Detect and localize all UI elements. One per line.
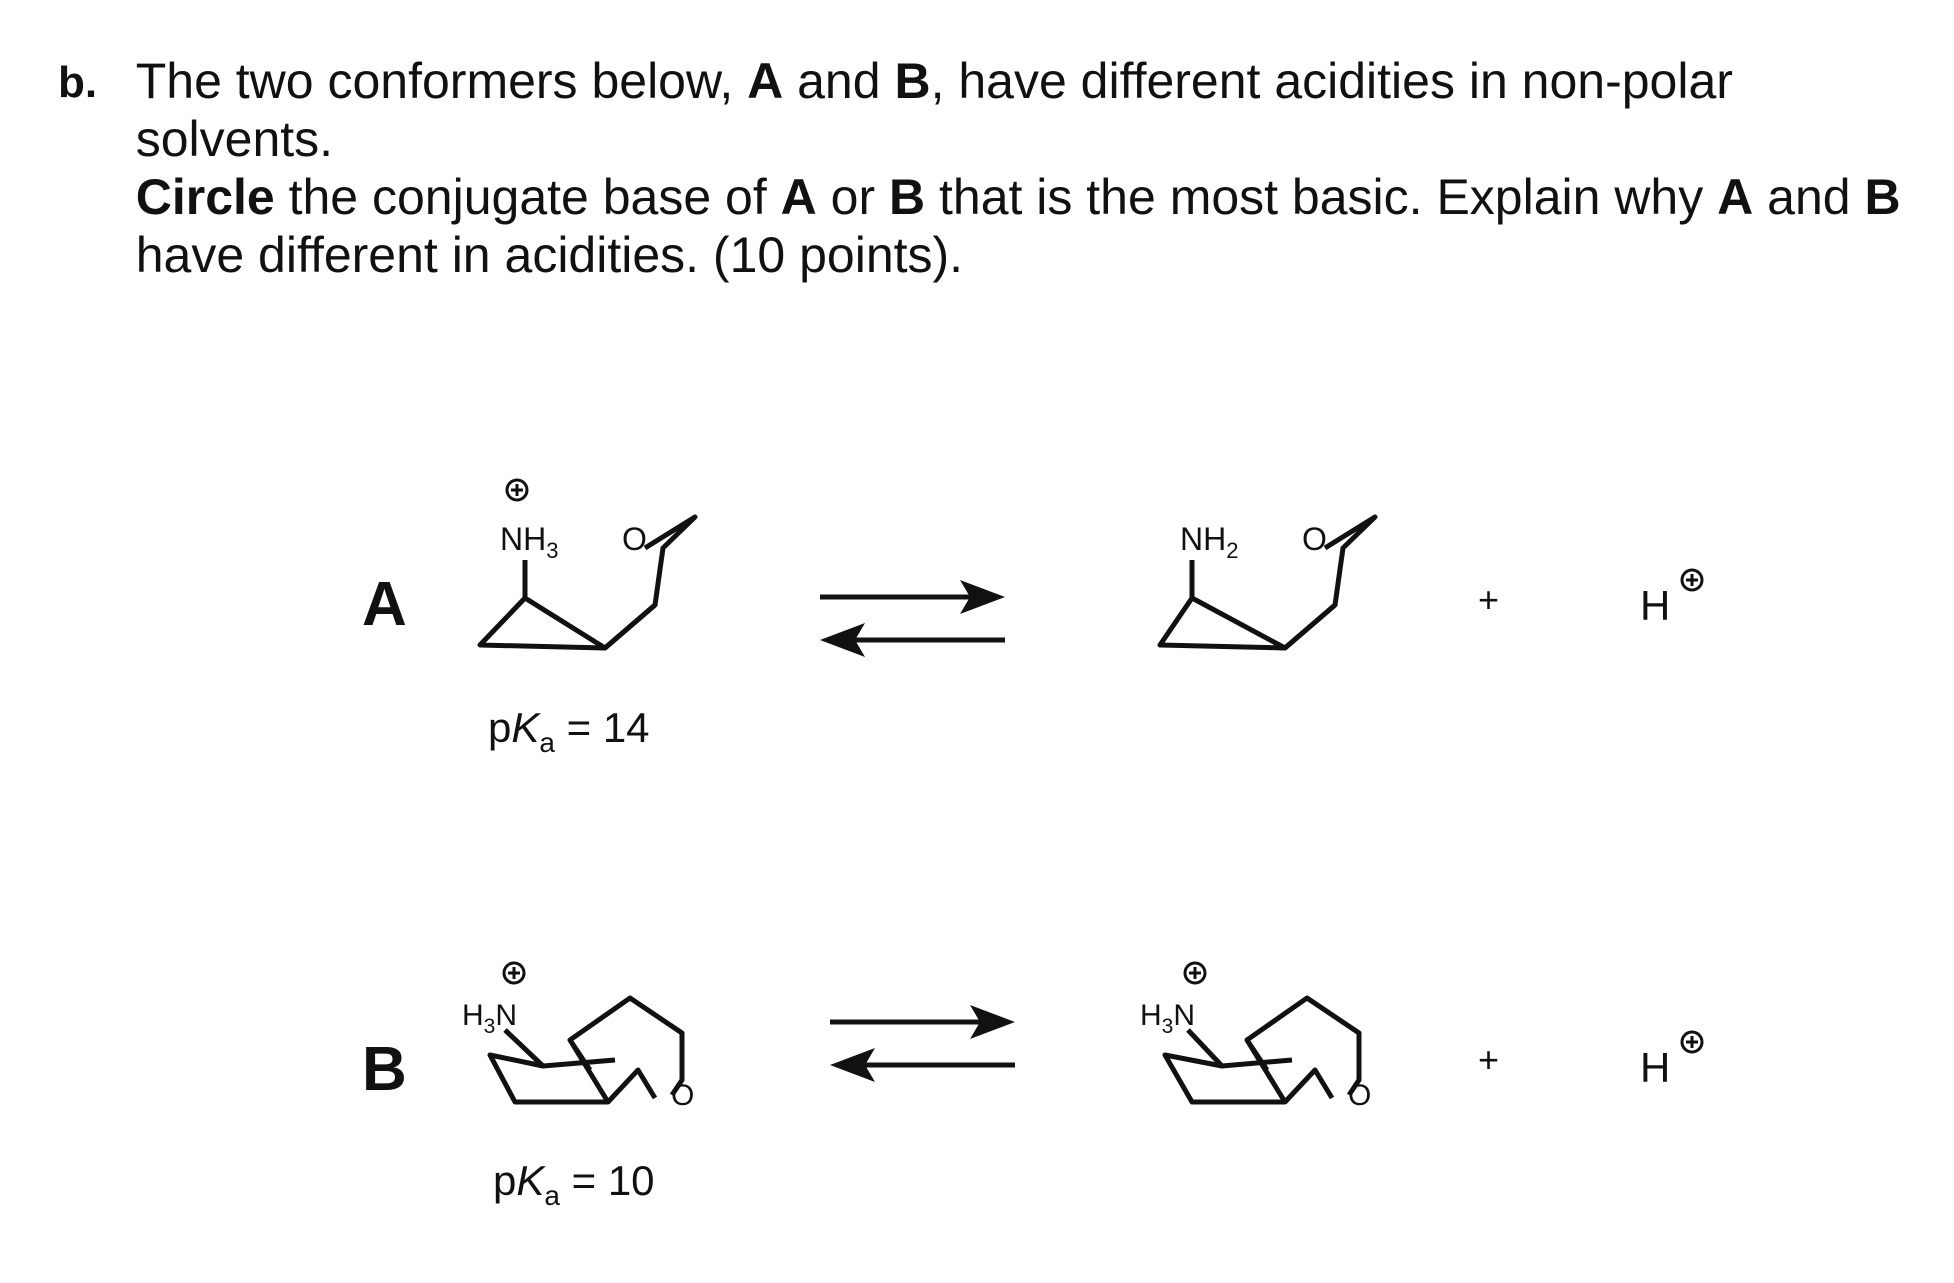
proton-label: H xyxy=(1640,1044,1671,1091)
amine-label: $NH_2$ xyxy=(1180,521,1239,563)
plus-sign-B: + xyxy=(1478,1039,1500,1080)
ammonium-label: $H_3N$ xyxy=(1140,999,1196,1038)
equilibrium-arrows-A xyxy=(820,580,1005,657)
ring-oxygen-label: O xyxy=(1302,521,1327,557)
pka-A: $pK_a = 14$ xyxy=(488,704,650,758)
equilibrium-arrows-B xyxy=(830,1005,1015,1082)
ring-bond xyxy=(1285,605,1335,648)
positive-charge-icon xyxy=(1682,1032,1702,1052)
question-line-3: have different in acidities. (10 points). xyxy=(135,227,964,283)
question-label: b. xyxy=(58,58,98,107)
ring-oxygen-label: O xyxy=(1348,1079,1372,1112)
ring-bond xyxy=(525,598,605,648)
conformer-label-B: B xyxy=(362,1035,407,1104)
proton-label: H xyxy=(1640,582,1671,629)
conformer-label-A: A xyxy=(362,570,407,639)
molecule-A-reactant xyxy=(480,480,695,648)
molecule-B-reactant xyxy=(462,963,694,1112)
ring-bond xyxy=(605,605,655,648)
proton-A xyxy=(1640,570,1702,629)
question-line-2: Circle the conjugate base of A or B that is the most basic. Explain why A and B xyxy=(135,169,1901,225)
positive-charge-icon xyxy=(1682,570,1702,590)
positive-charge-icon xyxy=(1185,963,1205,983)
ring-oxygen-label: O xyxy=(671,1079,695,1112)
ring-bond xyxy=(1192,598,1285,648)
pka-B: $pK_a = 10$ xyxy=(493,1157,655,1211)
ring-oxygen-label: O xyxy=(622,521,647,557)
plus-sign-A: + xyxy=(1478,579,1500,620)
ammonium-label: $H_3N$ xyxy=(462,999,518,1038)
molecule-A-product xyxy=(1160,517,1375,648)
molecule-B-product xyxy=(1140,963,1371,1112)
question-line-1: The two conformers below, A and B, have different acidities in non-polar solvents. xyxy=(135,53,1733,167)
positive-charge-icon xyxy=(507,480,527,500)
ammonium-label: $NH_3$ xyxy=(500,521,559,563)
proton-B xyxy=(1640,1032,1702,1091)
positive-charge-icon xyxy=(504,963,524,983)
